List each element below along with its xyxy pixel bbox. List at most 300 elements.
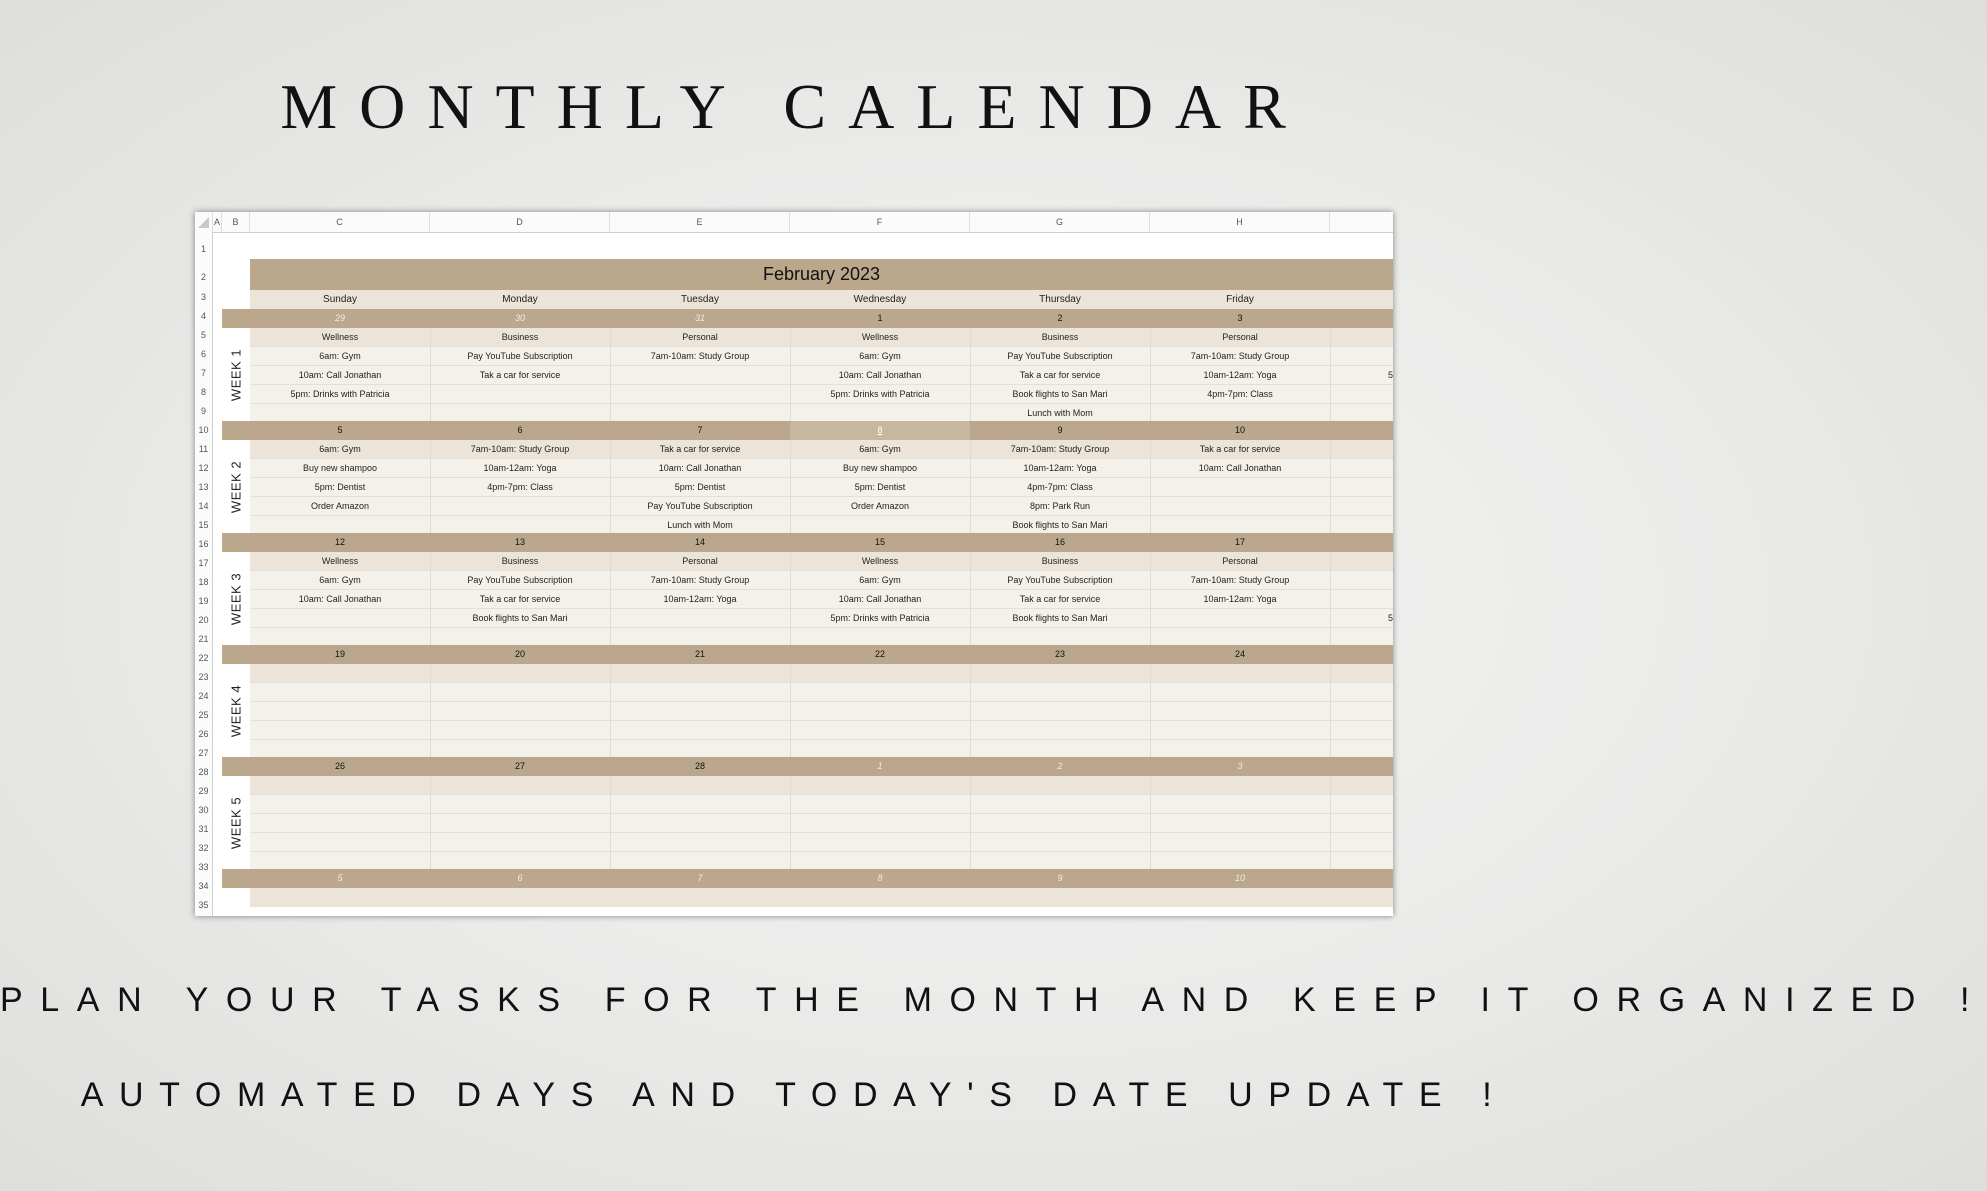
row-header-15[interactable]: 15: [198, 520, 209, 530]
task-cell[interactable]: 7am-10am: Study Group: [1190, 575, 1290, 585]
column-header-b[interactable]: B: [222, 212, 250, 232]
category-cell[interactable]: Personal: [682, 556, 718, 566]
task-cell[interactable]: [250, 776, 430, 795]
row-header-19[interactable]: 19: [198, 596, 209, 606]
task-cell[interactable]: [250, 702, 430, 721]
week-row: [250, 814, 1393, 833]
task-cell[interactable]: 5pm: Drinks with Patricia: [830, 389, 930, 399]
task-cell[interactable]: [970, 814, 1150, 833]
row-header-33[interactable]: 33: [198, 862, 209, 872]
task-cell[interactable]: Tak a car for service: [659, 444, 741, 454]
overflow-cell[interactable]: [1330, 664, 1393, 683]
task-cell[interactable]: Pay YouTube Subscription: [1007, 351, 1113, 361]
overflow-cell[interactable]: [1330, 459, 1393, 478]
task-cell[interactable]: Tak a car for service: [1199, 444, 1281, 454]
task-cell[interactable]: 7am-10am: Study Group: [1010, 444, 1110, 454]
date-cell[interactable]: 3: [1237, 313, 1243, 323]
task-cell[interactable]: [970, 683, 1150, 702]
task-cell[interactable]: [790, 721, 970, 740]
tagline-plan-tasks: PLAN YOUR TASKS FOR THE MONTH AND KEEP IT ORGANIZED !: [0, 981, 1987, 1019]
task-cell[interactable]: 6am: Gym: [319, 444, 361, 454]
category-cell[interactable]: Wellness: [861, 332, 899, 342]
task-cell[interactable]: [1150, 702, 1330, 721]
task-cell[interactable]: [970, 833, 1150, 852]
task-cell[interactable]: Order Amazon: [850, 501, 910, 511]
column-divider: [1150, 664, 1151, 758]
week-label-text: WEEK 2: [228, 460, 244, 514]
task-cell[interactable]: [1150, 776, 1330, 795]
task-cell[interactable]: [970, 721, 1150, 740]
date-cell[interactable]: 20: [514, 649, 525, 659]
date-cell[interactable]: 29: [334, 313, 345, 323]
week-body-3: [250, 552, 1393, 646]
category-cell[interactable]: Business: [501, 332, 539, 342]
date-cell[interactable]: 5: [337, 425, 343, 435]
week-row: [250, 683, 1393, 702]
task-cell[interactable]: [610, 664, 790, 683]
task-cell[interactable]: [250, 683, 430, 702]
task-cell[interactable]: 6am: Gym: [319, 575, 361, 585]
column-divider: [790, 776, 791, 870]
task-cell[interactable]: [250, 664, 430, 683]
task-cell[interactable]: [790, 814, 970, 833]
date-cell[interactable]: 1: [877, 761, 883, 771]
row-header-28[interactable]: 28: [198, 767, 209, 777]
task-cell[interactable]: Pay YouTube Subscription: [467, 351, 573, 361]
task-cell[interactable]: [790, 795, 970, 814]
row-header-31[interactable]: 31: [198, 824, 209, 834]
column-divider: [430, 328, 431, 422]
date-cell[interactable]: 30: [514, 313, 525, 323]
column-header-a[interactable]: A: [213, 212, 222, 232]
date-cell[interactable]: 1: [877, 313, 883, 323]
task-cell[interactable]: [1150, 833, 1330, 852]
task-cell[interactable]: 6am: Gym: [859, 575, 901, 585]
column-divider: [970, 664, 971, 758]
row-header-21[interactable]: 21: [198, 634, 209, 644]
row-header-24[interactable]: 24: [198, 691, 209, 701]
row-header-3[interactable]: 3: [200, 292, 206, 302]
week-label-text: WEEK 5: [228, 796, 244, 850]
row-header-4[interactable]: 4: [200, 311, 206, 321]
task-cell[interactable]: Pay YouTube Subscription: [647, 501, 753, 511]
month-banner: February 2023: [250, 259, 1393, 290]
week-row: [250, 478, 1393, 497]
task-cell[interactable]: 10am-12am: Yoga: [1023, 463, 1097, 473]
row-header-35[interactable]: 35: [198, 900, 209, 910]
column-divider: [430, 664, 431, 758]
task-cell[interactable]: [610, 683, 790, 702]
task-cell[interactable]: Buy new shampoo: [302, 463, 378, 473]
row-header-17[interactable]: 17: [198, 558, 209, 568]
column-divider: [1330, 440, 1331, 534]
row-header-32[interactable]: 32: [198, 843, 209, 853]
task-cell[interactable]: [610, 776, 790, 795]
date-cell[interactable]: 16: [1054, 537, 1065, 547]
date-cell[interactable]: 12: [334, 537, 345, 547]
overflow-cell[interactable]: [1330, 814, 1393, 833]
date-band-week-3: [222, 533, 1393, 552]
row-header-13[interactable]: 13: [198, 482, 209, 492]
category-cell[interactable]: Personal: [1222, 556, 1258, 566]
task-cell[interactable]: [610, 609, 790, 628]
category-cell[interactable]: Personal: [682, 332, 718, 342]
task-cell[interactable]: [790, 833, 970, 852]
category-cell[interactable]: Personal: [1222, 332, 1258, 342]
task-cell[interactable]: [430, 664, 610, 683]
date-cell[interactable]: 6: [517, 873, 523, 883]
column-divider: [430, 776, 431, 870]
date-cell[interactable]: 2: [1057, 761, 1063, 771]
week-row: [250, 776, 1393, 795]
column-divider: [1150, 776, 1151, 870]
task-cell[interactable]: 5pm: Drinks with Patricia: [830, 613, 930, 623]
task-cell[interactable]: [430, 795, 610, 814]
task-cell[interactable]: [1150, 478, 1330, 497]
week-label-text: WEEK 4: [228, 684, 244, 738]
task-cell[interactable]: [250, 814, 430, 833]
task-cell[interactable]: Tak a car for service: [1019, 594, 1101, 604]
task-cell[interactable]: 7am-10am: Study Group: [650, 351, 750, 361]
overflow-cell[interactable]: [1330, 440, 1393, 459]
task-cell[interactable]: [610, 833, 790, 852]
week-row: [250, 328, 1393, 347]
column-header-c[interactable]: C: [250, 212, 430, 232]
date-cell[interactable]: 8: [877, 873, 883, 883]
week-row: [250, 347, 1393, 366]
row-header-5[interactable]: 5: [200, 330, 206, 340]
date-cell[interactable]: 10: [1234, 873, 1245, 883]
week-body-5: [250, 776, 1393, 870]
overflow-cell[interactable]: [1330, 721, 1393, 740]
task-cell[interactable]: [1150, 664, 1330, 683]
overflow-cell[interactable]: [1330, 347, 1393, 366]
date-cell[interactable]: 7: [697, 425, 703, 435]
column-divider: [430, 440, 431, 534]
task-cell[interactable]: 8pm: Park Run: [1029, 501, 1091, 511]
task-cell[interactable]: [250, 609, 430, 628]
task-cell[interactable]: 10am-12am: Yoga: [483, 463, 557, 473]
weekday-sunday: Sunday: [323, 294, 357, 305]
column-divider: [610, 552, 611, 646]
task-cell[interactable]: [970, 795, 1150, 814]
task-cell[interactable]: Pay YouTube Subscription: [1007, 575, 1113, 585]
row-header-23[interactable]: 23: [198, 672, 209, 682]
task-cell[interactable]: 10am: Call Jonathan: [1198, 463, 1282, 473]
row-header-1[interactable]: 1: [200, 244, 206, 254]
date-cell[interactable]: 27: [514, 761, 525, 771]
date-cell[interactable]: 3: [1237, 761, 1243, 771]
overflow-cell[interactable]: [1330, 385, 1393, 404]
task-cell[interactable]: [790, 702, 970, 721]
date-cell[interactable]: 15: [874, 537, 885, 547]
overflow-cell[interactable]: [1330, 702, 1393, 721]
task-cell[interactable]: [430, 385, 610, 404]
row-header-25[interactable]: 25: [198, 710, 209, 720]
date-cell[interactable]: 23: [1054, 649, 1065, 659]
row-header-14[interactable]: 14: [198, 501, 209, 511]
task-cell[interactable]: [430, 776, 610, 795]
task-cell[interactable]: Tak a car for service: [479, 594, 561, 604]
week-label-text: WEEK 1: [228, 348, 244, 402]
week-label: [222, 440, 250, 534]
overflow-cell[interactable]: 5: [1387, 370, 1393, 380]
category-cell[interactable]: Business: [501, 556, 539, 566]
task-cell[interactable]: [430, 683, 610, 702]
column-divider: [1150, 440, 1151, 534]
task-cell[interactable]: 7am-10am: Study Group: [470, 444, 570, 454]
task-cell[interactable]: [790, 776, 970, 795]
column-header-f[interactable]: F: [790, 212, 970, 232]
week-row: [250, 571, 1393, 590]
column-divider: [1330, 776, 1331, 870]
column-divider: [430, 552, 431, 646]
task-cell[interactable]: [1150, 683, 1330, 702]
column-divider: [970, 552, 971, 646]
row-header-12[interactable]: 12: [198, 463, 209, 473]
task-cell[interactable]: 4pm-7pm: Class: [1207, 389, 1273, 399]
week-body-4: [250, 664, 1393, 758]
week-row: [250, 497, 1393, 516]
task-cell[interactable]: Book flights to San Mari: [1012, 389, 1108, 399]
task-cell[interactable]: [1150, 814, 1330, 833]
date-cell[interactable]: 2: [1057, 313, 1063, 323]
row-header-16[interactable]: 16: [198, 539, 209, 549]
task-cell[interactable]: [610, 385, 790, 404]
row-header-10[interactable]: 10: [198, 425, 209, 435]
task-cell[interactable]: 5pm: Dentist: [674, 482, 726, 492]
task-cell[interactable]: 4pm-7pm: Class: [1027, 482, 1093, 492]
task-cell[interactable]: [430, 833, 610, 852]
task-cell[interactable]: Book flights to San Mari: [472, 613, 568, 623]
task-cell[interactable]: [430, 721, 610, 740]
today-date-cell[interactable]: 8: [790, 421, 970, 440]
row-header-30[interactable]: 30: [198, 805, 209, 815]
column-divider: [610, 776, 611, 870]
overflow-cell[interactable]: [1330, 795, 1393, 814]
date-cell[interactable]: 26: [334, 761, 345, 771]
row-header-6[interactable]: 6: [200, 349, 206, 359]
column-divider: [1330, 328, 1331, 422]
row-header-7[interactable]: 7: [200, 368, 206, 378]
task-cell[interactable]: [610, 721, 790, 740]
week-label: [222, 328, 250, 422]
date-cell[interactable]: 24: [1234, 649, 1245, 659]
task-cell[interactable]: 7am-10am: Study Group: [1190, 351, 1290, 361]
date-band-next-month: [222, 869, 1393, 888]
overflow-cell[interactable]: [1330, 776, 1393, 795]
date-cell[interactable]: 21: [694, 649, 705, 659]
task-cell[interactable]: 10am-12am: Yoga: [1203, 370, 1277, 380]
row-header-8[interactable]: 8: [200, 387, 206, 397]
row-header-27[interactable]: 27: [198, 748, 209, 758]
weekday-monday: Monday: [502, 294, 538, 305]
task-cell[interactable]: 6am: Gym: [859, 444, 901, 454]
week-label: [222, 664, 250, 758]
row-header-29[interactable]: 29: [198, 786, 209, 796]
hero-title: MONTHLY CALENDAR: [280, 71, 1308, 142]
row-header-9[interactable]: 9: [200, 406, 206, 416]
overflow-cell[interactable]: [1330, 552, 1393, 571]
task-cell[interactable]: Pay YouTube Subscription: [467, 575, 573, 585]
task-cell[interactable]: 10am: Call Jonathan: [658, 463, 742, 473]
task-cell[interactable]: [970, 776, 1150, 795]
week-row: [250, 590, 1393, 609]
column-header-h[interactable]: H: [1150, 212, 1330, 232]
row-header-11[interactable]: 11: [198, 444, 209, 454]
task-cell[interactable]: 5pm: Dentist: [854, 482, 906, 492]
task-cell[interactable]: [250, 721, 430, 740]
task-cell[interactable]: [970, 664, 1150, 683]
task-cell[interactable]: Lunch with Mom: [1027, 408, 1093, 418]
date-cell[interactable]: 28: [694, 761, 705, 771]
task-cell[interactable]: 10am-12am: Yoga: [663, 594, 737, 604]
week-row: [250, 702, 1393, 721]
task-cell[interactable]: 10am: Call Jonathan: [838, 370, 922, 380]
task-cell[interactable]: [610, 366, 790, 385]
task-cell[interactable]: 5pm: Dentist: [314, 482, 366, 492]
task-cell[interactable]: 5pm: Drinks with Patricia: [290, 389, 390, 399]
column-divider: [790, 552, 791, 646]
task-cell[interactable]: 4pm-7pm: Class: [487, 482, 553, 492]
task-cell[interactable]: [1150, 609, 1330, 628]
task-cell[interactable]: [430, 497, 610, 516]
date-band-week-5: [222, 757, 1393, 776]
select-all-icon: [198, 217, 209, 228]
overflow-cell[interactable]: [1330, 833, 1393, 852]
week-row-partial: [250, 888, 1393, 907]
date-cell[interactable]: 9: [1057, 873, 1063, 883]
weekday-wednesday: Wednesday: [853, 294, 907, 305]
row-header-26[interactable]: 26: [198, 729, 209, 739]
column-divider: [610, 328, 611, 422]
week-label: [222, 552, 250, 646]
task-cell[interactable]: [1150, 795, 1330, 814]
weekday-thursday: Thursday: [1039, 294, 1081, 305]
task-cell[interactable]: [1150, 721, 1330, 740]
task-cell[interactable]: 7am-10am: Study Group: [650, 575, 750, 585]
task-cell[interactable]: Order Amazon: [310, 501, 370, 511]
task-cell[interactable]: 10am: Call Jonathan: [298, 594, 382, 604]
week-row: [250, 721, 1393, 740]
overflow-cell[interactable]: [1330, 683, 1393, 702]
task-cell[interactable]: [250, 795, 430, 814]
weekday-header-row: [250, 290, 1393, 309]
weekday-friday: Friday: [1226, 294, 1254, 305]
column-divider: [1330, 552, 1331, 646]
week-row: [250, 664, 1393, 683]
category-cell[interactable]: Business: [1041, 556, 1079, 566]
week-row: [250, 609, 1393, 628]
select-all-corner[interactable]: [195, 212, 213, 232]
spreadsheet-window: [195, 212, 1393, 916]
column-divider: [970, 328, 971, 422]
date-cell[interactable]: 6: [517, 425, 523, 435]
column-divider: [970, 776, 971, 870]
category-cell[interactable]: Wellness: [321, 332, 359, 342]
column-divider: [790, 328, 791, 422]
row-header-2[interactable]: 2: [200, 272, 206, 282]
category-cell[interactable]: Wellness: [321, 556, 359, 566]
task-cell[interactable]: [610, 702, 790, 721]
task-cell[interactable]: 6am: Gym: [319, 351, 361, 361]
overflow-cell[interactable]: [1330, 497, 1393, 516]
task-cell[interactable]: Book flights to San Mari: [1012, 520, 1108, 530]
week-label-text: WEEK 3: [228, 572, 244, 626]
task-cell[interactable]: Book flights to San Mari: [1012, 613, 1108, 623]
task-cell[interactable]: Buy new shampoo: [842, 463, 918, 473]
date-cell[interactable]: 14: [694, 537, 705, 547]
week-body-1: [250, 328, 1393, 422]
task-cell[interactable]: 10am: Call Jonathan: [298, 370, 382, 380]
task-cell[interactable]: Tak a car for service: [1019, 370, 1101, 380]
week-label: [222, 776, 250, 870]
overflow-cell[interactable]: [1330, 478, 1393, 497]
task-cell[interactable]: [790, 683, 970, 702]
row-header-34[interactable]: 34: [198, 881, 209, 891]
date-cell[interactable]: 13: [514, 537, 525, 547]
row-header-22[interactable]: 22: [198, 653, 209, 663]
date-cell[interactable]: 31: [694, 313, 705, 323]
overflow-cell[interactable]: 5: [1387, 613, 1393, 623]
overflow-cell[interactable]: [1330, 328, 1393, 347]
column-divider: [610, 664, 611, 758]
task-cell[interactable]: [790, 664, 970, 683]
task-cell[interactable]: 10am: Call Jonathan: [838, 594, 922, 604]
week-row: [250, 385, 1393, 404]
overflow-cell[interactable]: [1330, 590, 1393, 609]
week-row: [250, 552, 1393, 571]
column-header-d[interactable]: D: [430, 212, 610, 232]
column-divider: [1150, 552, 1151, 646]
date-cell[interactable]: 10: [1234, 425, 1245, 435]
week-row: [250, 459, 1393, 478]
task-cell[interactable]: [430, 702, 610, 721]
date-band-week-4: [222, 645, 1393, 664]
date-band-week-2: [222, 421, 1393, 440]
date-cell[interactable]: 19: [334, 649, 345, 659]
task-cell[interactable]: [1150, 497, 1330, 516]
task-cell[interactable]: Lunch with Mom: [667, 520, 733, 530]
column-header-e[interactable]: E: [610, 212, 790, 232]
date-cell[interactable]: 9: [1057, 425, 1063, 435]
week-row: [250, 440, 1393, 459]
task-cell[interactable]: Tak a car for service: [479, 370, 561, 380]
overflow-cell[interactable]: [1330, 571, 1393, 590]
column-divider: [1150, 328, 1151, 422]
column-divider: [610, 440, 611, 534]
week-row: [250, 795, 1393, 814]
row-header-bar: [195, 232, 213, 916]
task-cell[interactable]: 6am: Gym: [859, 351, 901, 361]
task-cell[interactable]: [430, 814, 610, 833]
date-cell[interactable]: 17: [1234, 537, 1245, 547]
column-divider: [790, 440, 791, 534]
task-cell[interactable]: 10am-12am: Yoga: [1203, 594, 1277, 604]
category-cell[interactable]: Wellness: [861, 556, 899, 566]
task-cell[interactable]: [250, 833, 430, 852]
row-header-20[interactable]: 20: [198, 615, 209, 625]
date-cell[interactable]: 22: [874, 649, 885, 659]
task-cell[interactable]: [610, 795, 790, 814]
task-cell[interactable]: [610, 814, 790, 833]
column-header-g[interactable]: G: [970, 212, 1150, 232]
row-header-18[interactable]: 18: [198, 577, 209, 587]
category-cell[interactable]: Business: [1041, 332, 1079, 342]
date-cell[interactable]: 7: [697, 873, 703, 883]
date-cell[interactable]: 5: [337, 873, 343, 883]
task-cell[interactable]: [970, 702, 1150, 721]
